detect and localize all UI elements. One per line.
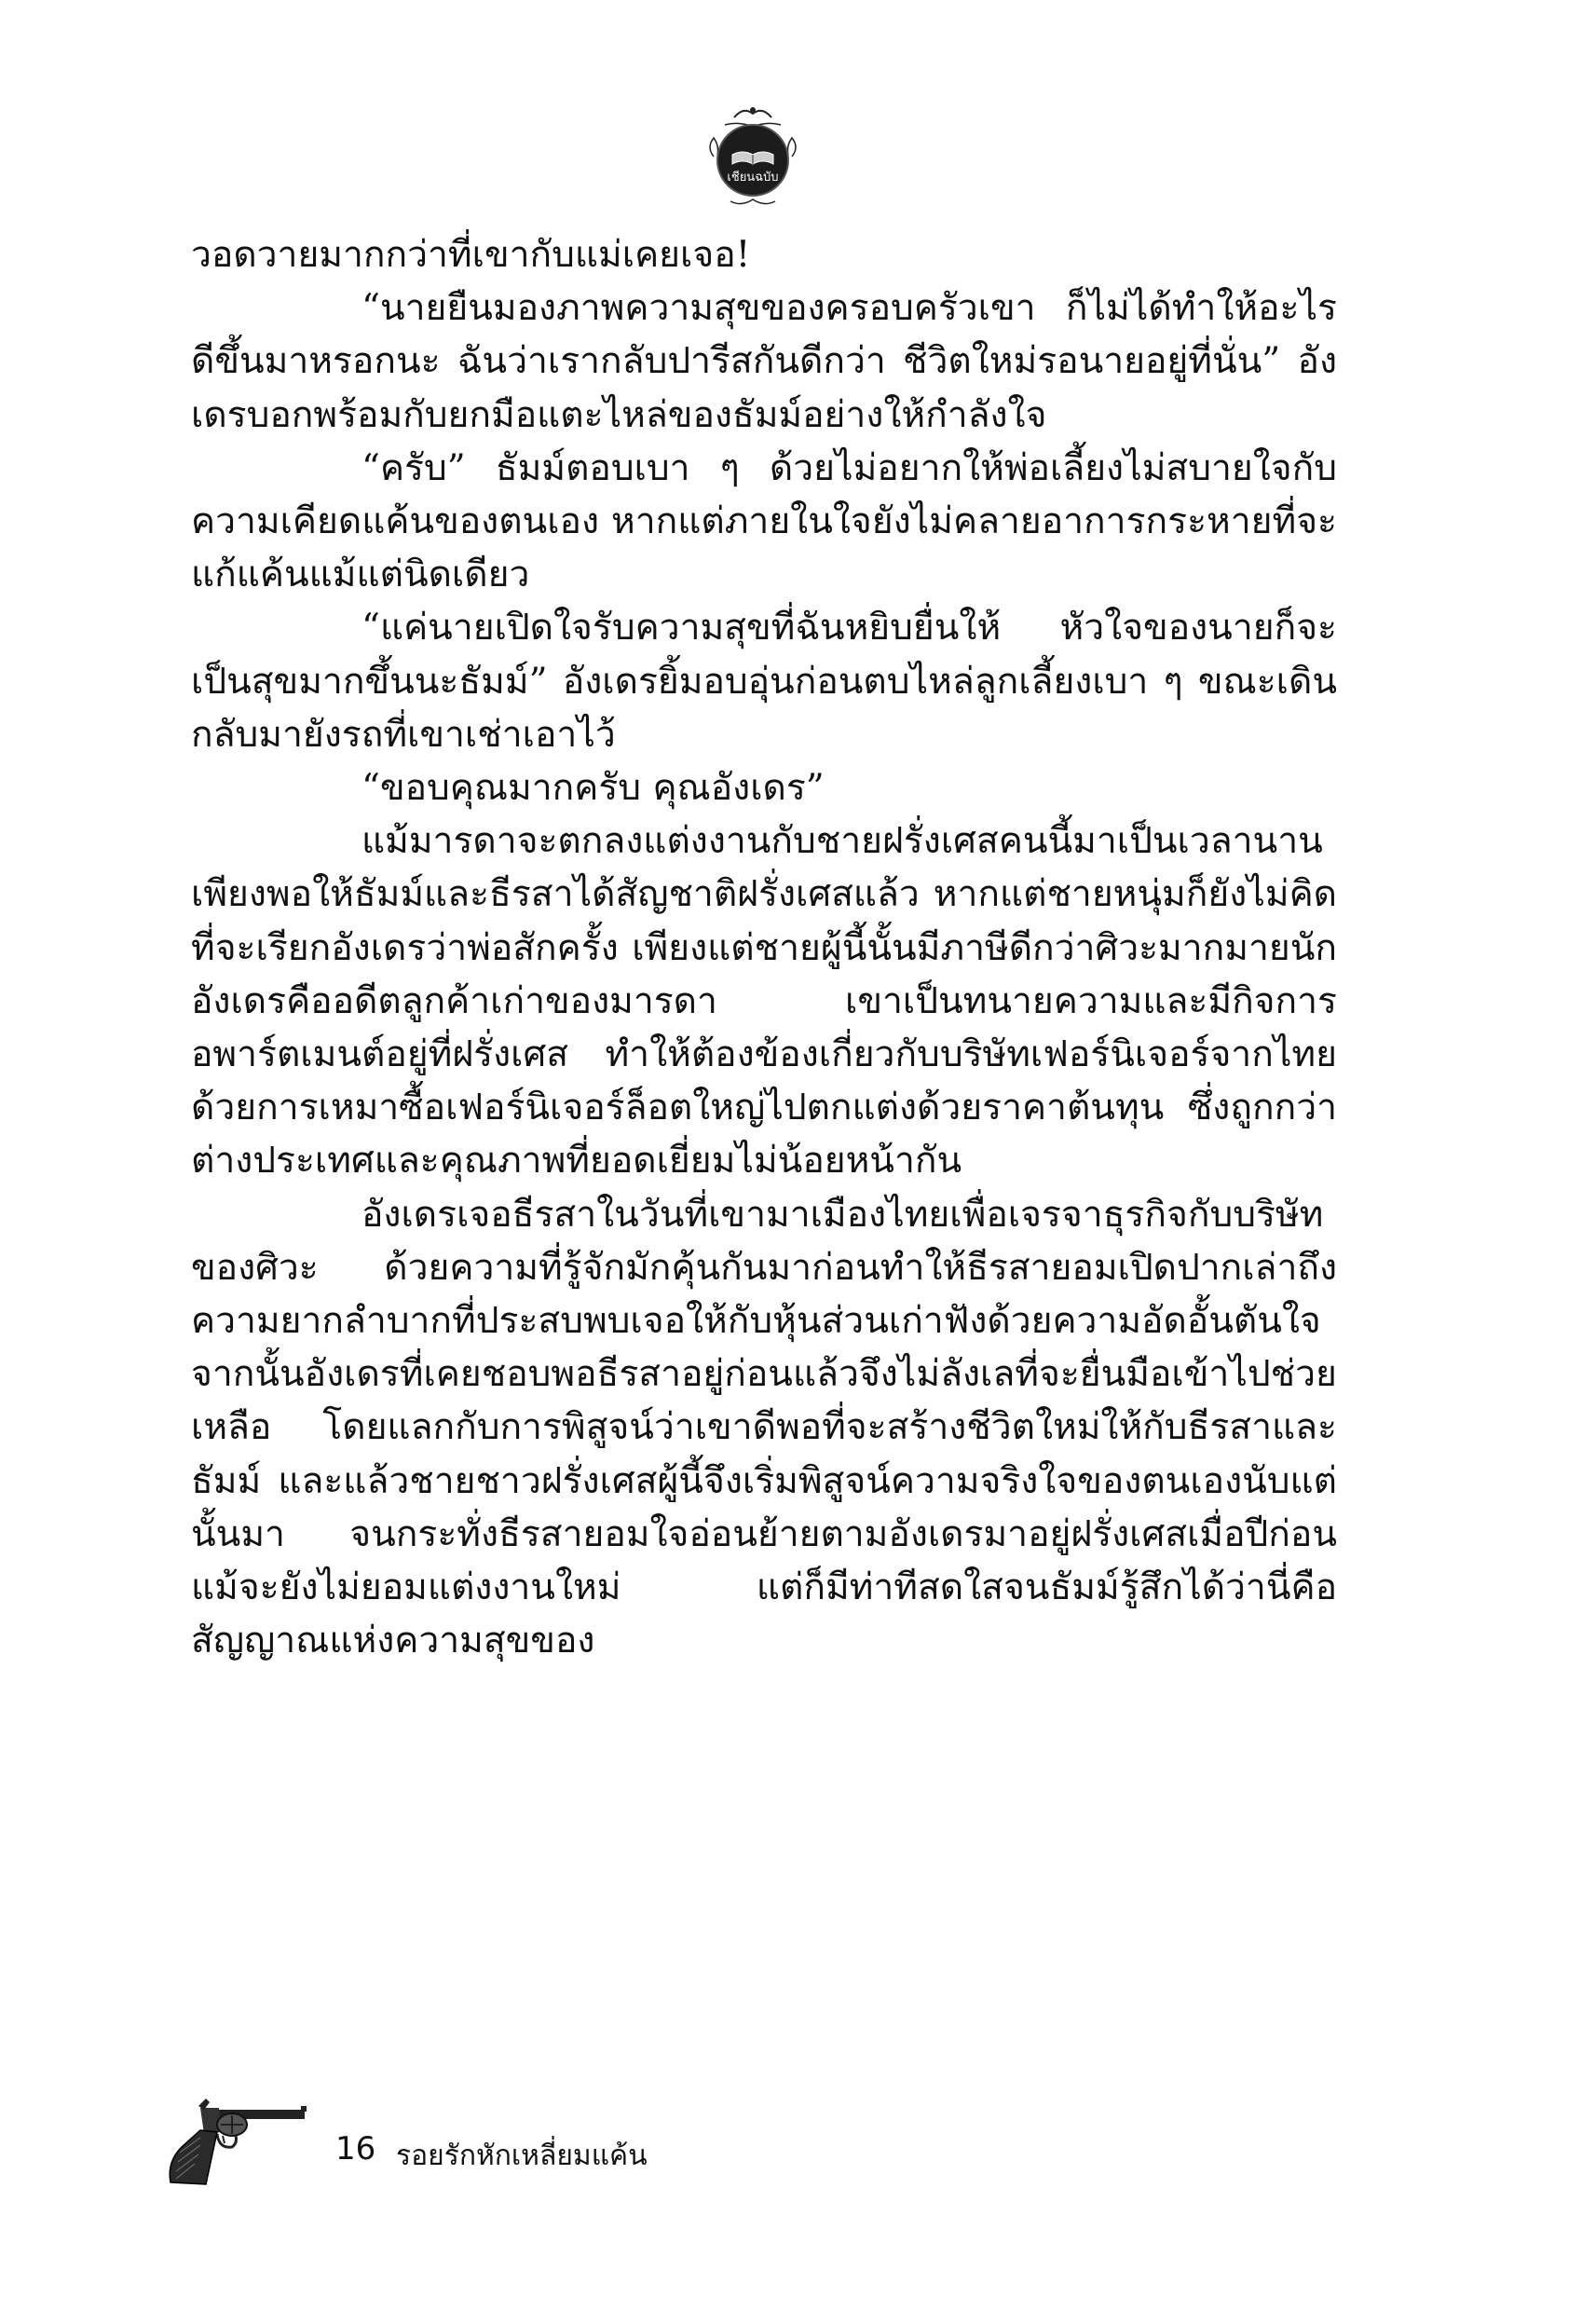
paragraph: แม้มารดาจะตกลงแต่งงานกับชายฝรั่งเศสคนนี้มาเป็นเวลานาน เพียงพอให้ธัมม์และธีรสาได้สัญชาติฝรั่งเศสแล้ว หากแต่ชายหนุ่มก็ยังไม่คิดที่จะเรียกอังเดรว่าพ่อสักครั้ง เพียงแต่ชายผู้นี้นั้นมีภาษีดีกว่าศิวะมากมายนัก อังเดรคืออดีตลูกค้าเก่าของมารดา เขาเป็นทนายความและมีกิจการอพาร์ตเมนต์อยู่ที่ฝรั่งเศส ทำให้ต้องข้องเกี่ยวกับบริษัทเฟอร์นิเจอร์จากไทยด้วยการเหมาซื้อเฟอร์นิเจอร์ล็อตใหญ่ไปตกแต่งด้วยราคาต้นทุน ซึ่งถูกกว่าต่างประเทศและคุณภาพที่ยอดเยี่ยมไม่น้อยหน้ากัน	[191, 820, 1337, 1183]
paragraph: อังเดรเจอธีรสาในวันที่เขามาเมืองไทยเพื่อเจรจาธุรกิจกับบริษัทของศิวะ ด้วยความที่รู้จักมักคุ้นกันมาก่อนทำให้ธีรสายอมเปิดปากเล่าถึงความยากลำบากที่ประสบพบเจอให้กับหุ้นส่วนเก่าฟังด้วยความอัดอั้นตันใจ จากนั้นอังเดรที่เคยชอบพอธีรสาอยู่ก่อนแล้วจึงไม่ลังเลที่จะยื่นมือเข้าไปช่วยเหลือ โดยแลกกับการพิสูจน์ว่าเขาดีพอที่จะสร้างชีวิตใหม่ให้กับธีรสาและธัมม์ และแล้วชายชาวฝรั่งเศสผู้นี้จึงเริ่มพิสูจน์ความจริงใจของตนเองนับแต่นั้นมา จนกระทั่งธีรสายอมใจอ่อนย้ายตามอังเดรมาอยู่ฝรั่งเศสเมื่อปีก่อน แม้จะยังไม่ยอมแต่งงานใหม่ แต่ก็มีท่าทีสดใสจนธัมม์รู้สึกได้ว่านี่คือสัญญาณแห่งความสุขของ	[191, 1193, 1337, 1662]
paragraph: “ขอบคุณมากครับ คุณอังเดร”	[361, 767, 825, 810]
revolver-icon	[163, 2097, 312, 2190]
paragraph: “นายยืนมองภาพความสุขของครอบครัวเขา ก็ไม่ได้ทำให้อะไรดีขึ้นมาหรอกนะ ฉันว่าเรากลับปารีสกันดีกว่า ชีวิตใหม่รอนายอยู่ที่นั่น” อังเดรบอกพร้อมกับยกมือแตะไหล่ของธัมม์อย่างให้กำลังใจ	[191, 287, 1337, 436]
paragraph: วอดวายมากกว่าที่เขากับแม่เคยเจอ!	[191, 234, 751, 276]
publisher-logo-icon	[697, 101, 809, 212]
paragraph: “แค่นายเปิดใจรับความสุขที่ฉันหยิบยื่นให้ หัวใจของนายก็จะเป็นสุขมากขึ้นนะธัมม์” อังเดรยิ้มอบอุ่นก่อนตบไหล่ลูกเลี้ยงเบา ๆ ขณะเดินกลับมายังรถที่เขาเช่าเอาไว้	[191, 607, 1337, 756]
page-footer	[163, 2097, 815, 2190]
chapter-body	[191, 228, 1337, 1667]
logo-text: เชียนฉบับ	[727, 171, 779, 185]
paragraph: “ครับ” ธัมม์ตอบเบา ๆ ด้วยไม่อยากให้พ่อเลี้ยงไม่สบายใจกับความเคียดแค้นของตนเอง หากแต่ภายในใจยังไม่คลายอาการกระหายที่จะแก้แค้นแม้แต่นิดเดียว	[191, 446, 1337, 596]
page-number: 16	[335, 2130, 376, 2167]
book-title: รอยรักหักเหลี่ยมแค้น	[396, 2140, 648, 2172]
